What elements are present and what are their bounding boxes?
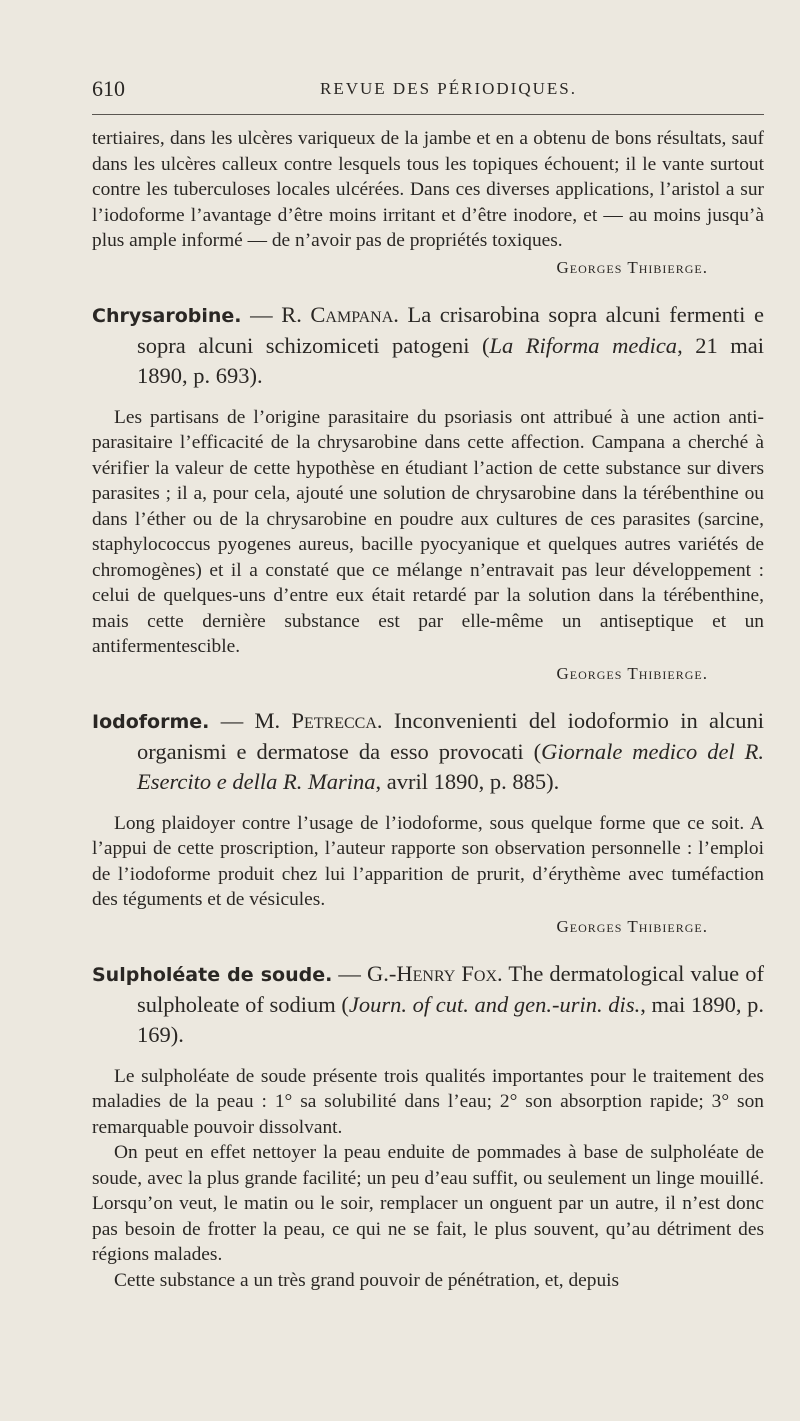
entry-paragraph: Le sulpholéate de soude présente trois qualités importantes pour le traitement des maladies de la peau : 1° sa solubilité dans l’eau; 2° son absorption rapide; 3° son remarquable pouvoir dissolvant. [92, 1065, 764, 1138]
entry-keyword: Sulpholéate de soude. [92, 963, 333, 986]
entry-paragraph: Cette substance a un très grand pouvoir de pénétration, et, depuis [114, 1269, 620, 1291]
entry-author: Henry Fox [396, 960, 498, 986]
entry-journal: Journ. of cut. and gen.-urin. dis. [348, 991, 641, 1017]
entry-paragraph: Les partisans de l’origine parasitaire du psoriasis ont attribué à une action anti-parasitaire l’efficacité de la chrysarobine dans cette affection. Campana a cherché à vérifier la valeur de cette hypothèse en étudiant l’action de cette substance sur divers parasites ; il a, pour cela, ajouté une solution de chrysarobine dans la térébenthine ou dans l’éther ou de la chrysarobine en poudre aux cultures de ces parasites (sarcine, staphylococcus pyogenes aureus, bacille pyocyanique et quelques autres variétés de chromogènes) et il a constaté que ce mélange n’entravait pas leur développement : celui de quelques-uns d’entre eux était retardé par la solution dans la térébenthine, mais cette dernière substance est par elle-même un antiseptique et un antifermentescible. [92, 406, 764, 657]
entry-author: Petrecca [291, 707, 377, 733]
page-number: 610 [92, 76, 125, 101]
signature: Georges Thibierge. [556, 916, 708, 936]
entry-journal: La Riforma medica [489, 332, 678, 358]
running-title: REVUE DES PÉRIODIQUES. [320, 79, 577, 98]
review-entry [92, 706, 764, 941]
entry-journal: Giornale medico del R. Esercito e della R. Marina [137, 738, 764, 794]
review-entry [92, 300, 764, 688]
entry-heading: Iodoforme. — M. Petrecca. Inconvenienti del iodoformio in alcuni organismi e dermatose da esso provocati (Giornale medico del R. Esercito e della R. Marina, avril 1890, p. 885). [92, 707, 764, 794]
entry-keyword: Chrysarobine. [92, 304, 242, 327]
continued-paragraph: tertiaires, dans les ulcères variqueux de la jambe et en a obtenu de bons résultats, sauf dans les ulcères calleux contre lesquels tous les topiques échouent; il le vante surtout contre les tuberculoses locales ulcérées. Dans ces diverses applications, l’aristol a sur l’iodoforme l’avantage d’être moins irritant et d’être inodore, et — au moins jusqu’à plus ample informé — de n’avoir pas de propriétés toxiques. [92, 128, 764, 251]
entry-heading: Sulpholéate de soude. — G.-Henry Fox. The dermatological value of sulpholeate of sodium (Journ. of cut. and gen.-urin. dis., mai 1890, p. 169). [92, 960, 764, 1047]
entry-author: Campana [310, 301, 394, 327]
page-header [92, 76, 766, 106]
entry-paragraph: On peut en effet nettoyer la peau enduite de pommades à base de sulpholéate de soude, avec la plus grande facilité; un peu d’eau suffit, ou seulement un linge mouillé. Lorsqu’on veut, le matin ou le soir, remplacer un onguent par un autre, il n’est donc pas besoin de frotter la peau, ce qui ne se fait, le plus souvent, qu’au détriment des régions malades. [92, 1142, 764, 1265]
review-entry [92, 959, 764, 1294]
entry-heading: Chrysarobine. — R. Campana. La crisarobina sopra alcuni fermenti e sopra alcuni schizomiceti patogeni (La Riforma medica, 21 mai 1890, p. 693). [92, 301, 764, 388]
entry-keyword: Iodoforme. [92, 710, 210, 733]
page-content [92, 126, 764, 1293]
signature: Georges Thibierge. [556, 663, 708, 683]
entry-paragraph: Long plaidoyer contre l’usage de l’iodoforme, sous quelque forme que ce soit. A l’appui de cette proscription, l’auteur rapporte son observation personnelle : l’emploi de l’iodoforme produit chez lui l’apparition de prurit, d’érythème avec tuméfaction des téguments et de vésicules. [92, 812, 764, 910]
signature: Georges Thibierge. [556, 257, 708, 277]
header-rule [92, 114, 764, 115]
